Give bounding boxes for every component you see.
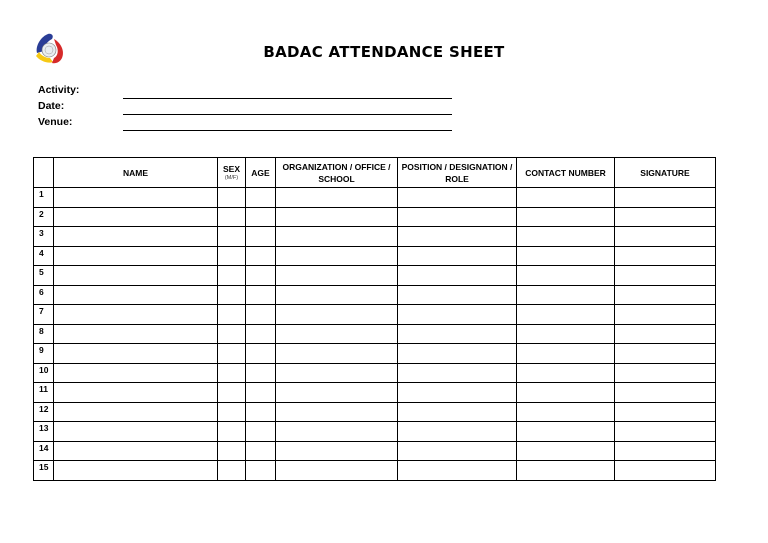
row-number: 2 xyxy=(34,207,54,227)
table-row xyxy=(34,246,716,266)
position-cell[interactable] xyxy=(398,344,517,364)
organization-cell[interactable] xyxy=(276,344,398,364)
age-cell[interactable] xyxy=(246,227,276,247)
header-organization: ORGANIZATION / OFFICE / SCHOOL xyxy=(276,158,398,188)
activity-line[interactable] xyxy=(123,98,452,99)
organization-cell[interactable] xyxy=(276,363,398,383)
name-cell[interactable] xyxy=(54,285,218,305)
age-cell[interactable] xyxy=(246,266,276,286)
name-cell[interactable] xyxy=(54,363,218,383)
table-row xyxy=(34,305,716,325)
age-cell[interactable] xyxy=(246,246,276,266)
sex-cell[interactable] xyxy=(218,422,246,442)
organization-cell[interactable] xyxy=(276,324,398,344)
header-name: NAME xyxy=(54,158,218,188)
row-number: 9 xyxy=(34,344,54,364)
header-position: POSITION / DESIGNATION / ROLE xyxy=(398,158,517,188)
signature-cell[interactable] xyxy=(615,305,716,325)
table-row xyxy=(34,188,716,208)
organization-cell[interactable] xyxy=(276,285,398,305)
name-cell[interactable] xyxy=(54,402,218,422)
date-line[interactable] xyxy=(123,114,452,115)
sex-cell[interactable] xyxy=(218,461,246,481)
signature-cell[interactable] xyxy=(615,246,716,266)
contact-number-cell[interactable] xyxy=(517,461,615,481)
name-cell[interactable] xyxy=(54,324,218,344)
organization-cell[interactable] xyxy=(276,188,398,208)
header-contact-number: CONTACT NUMBER xyxy=(517,158,615,188)
row-number: 14 xyxy=(34,441,54,461)
row-number: 6 xyxy=(34,285,54,305)
contact-number-cell[interactable] xyxy=(517,363,615,383)
age-cell[interactable] xyxy=(246,188,276,208)
age-cell[interactable] xyxy=(246,402,276,422)
signature-cell[interactable] xyxy=(615,188,716,208)
table-row xyxy=(34,207,716,227)
contact-number-cell[interactable] xyxy=(517,441,615,461)
position-cell[interactable] xyxy=(398,363,517,383)
table-body xyxy=(34,188,716,481)
contact-number-cell[interactable] xyxy=(517,324,615,344)
position-cell[interactable] xyxy=(398,402,517,422)
table-row xyxy=(34,344,716,364)
row-number: 10 xyxy=(34,363,54,383)
age-cell[interactable] xyxy=(246,305,276,325)
row-number: 15 xyxy=(34,461,54,481)
sex-cell[interactable] xyxy=(218,324,246,344)
age-cell[interactable] xyxy=(246,363,276,383)
age-cell[interactable] xyxy=(246,422,276,442)
table-row xyxy=(34,363,716,383)
table-row xyxy=(34,402,716,422)
contact-number-cell[interactable] xyxy=(517,285,615,305)
age-cell[interactable] xyxy=(246,285,276,305)
organization-cell[interactable] xyxy=(276,305,398,325)
table-row xyxy=(34,422,716,442)
name-cell[interactable] xyxy=(54,422,218,442)
row-number: 7 xyxy=(34,305,54,325)
row-number: 11 xyxy=(34,383,54,403)
organization-cell[interactable] xyxy=(276,422,398,442)
contact-number-cell[interactable] xyxy=(517,207,615,227)
row-number: 4 xyxy=(34,246,54,266)
name-cell[interactable] xyxy=(54,441,218,461)
name-cell[interactable] xyxy=(54,246,218,266)
position-cell[interactable] xyxy=(398,207,517,227)
name-cell[interactable] xyxy=(54,188,218,208)
age-cell[interactable] xyxy=(246,344,276,364)
row-number: 13 xyxy=(34,422,54,442)
venue-label: Venue: xyxy=(38,116,73,128)
organization-cell[interactable] xyxy=(276,441,398,461)
position-cell[interactable] xyxy=(398,285,517,305)
table-row xyxy=(34,383,716,403)
header-age: AGE xyxy=(246,158,276,188)
row-number: 1 xyxy=(34,188,54,208)
sex-cell[interactable] xyxy=(218,188,246,208)
name-cell[interactable] xyxy=(54,305,218,325)
signature-cell[interactable] xyxy=(615,227,716,247)
sex-cell[interactable] xyxy=(218,402,246,422)
name-cell[interactable] xyxy=(54,383,218,403)
date-label: Date: xyxy=(38,100,65,112)
signature-cell[interactable] xyxy=(615,344,716,364)
signature-cell[interactable] xyxy=(615,363,716,383)
row-number: 12 xyxy=(34,402,54,422)
name-cell[interactable] xyxy=(54,207,218,227)
position-cell[interactable] xyxy=(398,422,517,442)
sex-cell[interactable] xyxy=(218,246,246,266)
table-row xyxy=(34,227,716,247)
position-cell[interactable] xyxy=(398,246,517,266)
header-signature: SIGNATURE xyxy=(615,158,716,188)
signature-cell[interactable] xyxy=(615,285,716,305)
header-sex xyxy=(218,158,246,188)
position-cell[interactable] xyxy=(398,305,517,325)
row-number: 5 xyxy=(34,266,54,286)
contact-number-cell[interactable] xyxy=(517,188,615,208)
organization-cell[interactable] xyxy=(276,402,398,422)
age-cell[interactable] xyxy=(246,324,276,344)
position-cell[interactable] xyxy=(398,383,517,403)
activity-label: Activity: xyxy=(38,84,80,96)
contact-number-cell[interactable] xyxy=(517,383,615,403)
signature-cell[interactable] xyxy=(615,422,716,442)
age-cell[interactable] xyxy=(246,461,276,481)
table-header-row xyxy=(34,158,716,188)
sex-cell[interactable] xyxy=(218,441,246,461)
header-number xyxy=(34,158,54,188)
signature-cell[interactable] xyxy=(615,266,716,286)
signature-cell[interactable] xyxy=(615,441,716,461)
name-cell[interactable] xyxy=(54,344,218,364)
organization-cell[interactable] xyxy=(276,266,398,286)
contact-number-cell[interactable] xyxy=(517,227,615,247)
sex-cell[interactable] xyxy=(218,227,246,247)
organization-cell[interactable] xyxy=(276,227,398,247)
sex-cell[interactable] xyxy=(218,285,246,305)
sex-cell[interactable] xyxy=(218,383,246,403)
contact-number-cell[interactable] xyxy=(517,402,615,422)
signature-cell[interactable] xyxy=(615,324,716,344)
table-row xyxy=(34,285,716,305)
table-row xyxy=(34,266,716,286)
header-sex-sub: (M/F) xyxy=(224,175,239,181)
venue-line[interactable] xyxy=(123,130,452,131)
name-cell[interactable] xyxy=(54,227,218,247)
position-cell[interactable] xyxy=(398,324,517,344)
position-cell[interactable] xyxy=(398,266,517,286)
organization-cell[interactable] xyxy=(276,383,398,403)
contact-number-cell[interactable] xyxy=(517,266,615,286)
row-number: 8 xyxy=(34,324,54,344)
table-row xyxy=(34,441,716,461)
row-number: 3 xyxy=(34,227,54,247)
organization-cell[interactable] xyxy=(276,246,398,266)
organization-cell[interactable] xyxy=(276,207,398,227)
signature-cell[interactable] xyxy=(615,207,716,227)
sex-cell[interactable] xyxy=(218,305,246,325)
sex-cell[interactable] xyxy=(218,344,246,364)
page-title: BADAC ATTENDANCE SHEET xyxy=(263,43,505,61)
header-sex-label: SEX xyxy=(222,164,240,174)
organization-cell[interactable] xyxy=(276,461,398,481)
sex-cell[interactable] xyxy=(218,207,246,227)
position-cell[interactable] xyxy=(398,227,517,247)
contact-number-cell[interactable] xyxy=(517,305,615,325)
contact-number-cell[interactable] xyxy=(517,344,615,364)
age-cell[interactable] xyxy=(246,383,276,403)
sex-cell[interactable] xyxy=(218,363,246,383)
age-cell[interactable] xyxy=(246,441,276,461)
sex-cell[interactable] xyxy=(218,266,246,286)
attendance-table xyxy=(33,157,716,481)
age-cell[interactable] xyxy=(246,207,276,227)
position-cell[interactable] xyxy=(398,441,517,461)
position-cell[interactable] xyxy=(398,188,517,208)
signature-cell[interactable] xyxy=(615,402,716,422)
signature-cell[interactable] xyxy=(615,461,716,481)
name-cell[interactable] xyxy=(54,266,218,286)
signature-cell[interactable] xyxy=(615,383,716,403)
contact-number-cell[interactable] xyxy=(517,246,615,266)
table-row xyxy=(34,461,716,481)
contact-number-cell[interactable] xyxy=(517,422,615,442)
name-cell[interactable] xyxy=(54,461,218,481)
table-row xyxy=(34,324,716,344)
position-cell[interactable] xyxy=(398,461,517,481)
